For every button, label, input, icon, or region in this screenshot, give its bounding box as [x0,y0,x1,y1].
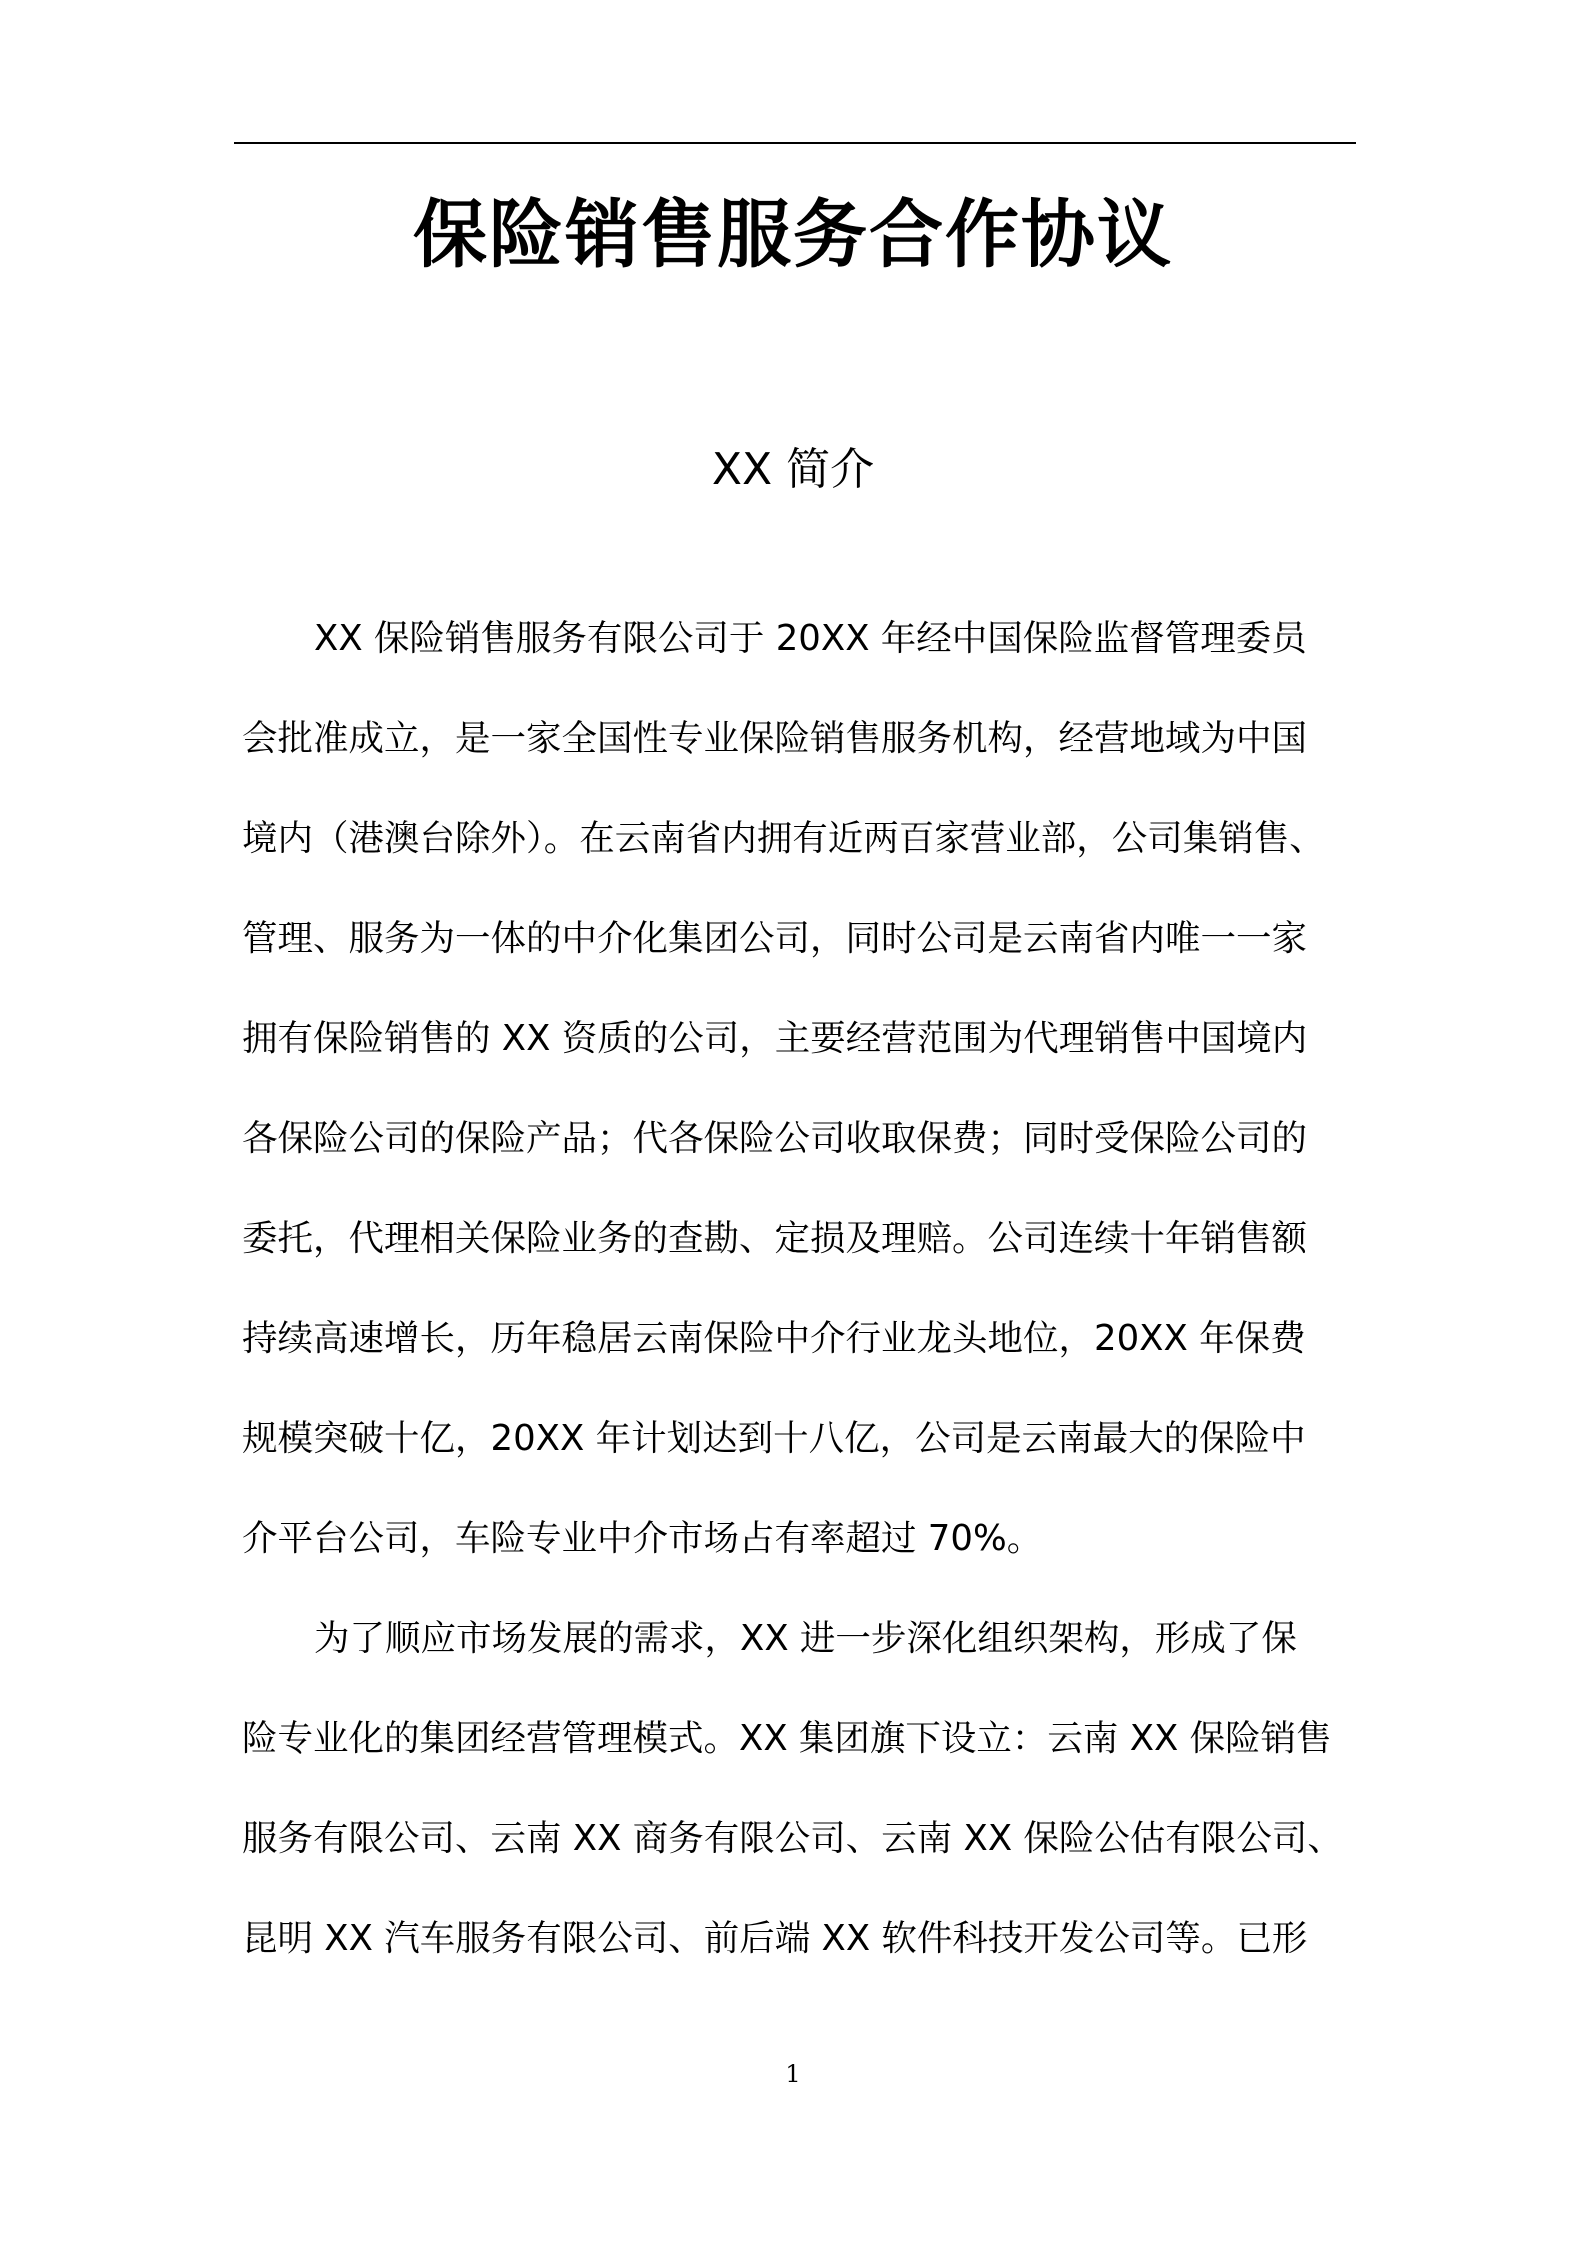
section-heading: XX 简介 [711,444,875,495]
paragraph-line: 昆明 XX 汽车服务有限公司、前后端 XX 软件科技开发公司等。已形 [242,1918,1308,1959]
paragraph-line: 管理、服务为一体的中介化集团公司，同时公司是云南省内唯一一家 [242,918,1308,959]
paragraph-line: XX 保险销售服务有限公司于 20XX 年经中国保险监督管理委员 [314,618,1307,659]
paragraph-line: 为了顺应市场发展的需求，XX 进一步深化组织架构，形成了保 [314,1618,1297,1659]
paragraph-line: 会批准成立，是一家全国性专业保险销售服务机构，经营地域为中国 [242,718,1308,759]
paragraph-line: 拥有保险销售的 XX 资质的公司，主要经营范围为代理销售中国境内 [242,1018,1308,1059]
paragraph-line: 规模突破十亿，20XX 年计划达到十八亿，公司是云南最大的保险中 [242,1418,1306,1459]
paragraph-line: 委托，代理相关保险业务的查勘、定损及理赔。公司连续十年销售额 [242,1218,1308,1259]
page-number: 1 [785,2060,801,2088]
document-title: 保险销售服务合作协议 [413,192,1173,278]
paragraph-line: 服务有限公司、云南 XX 商务有限公司、云南 XX 保险公估有限公司、 [242,1818,1343,1859]
header-rule [234,142,1356,144]
paragraph-line: 险专业化的集团经营管理模式。XX 集团旗下设立：云南 XX 保险销售 [242,1718,1332,1759]
paragraph-line: 境内（港澳台除外）。在云南省内拥有近两百家营业部，公司集销售、 [242,818,1325,859]
paragraph-line: 各保险公司的保险产品；代各保险公司收取保费；同时受保险公司的 [242,1118,1308,1159]
paragraph-line: 持续高速增长，历年稳居云南保险中介行业龙头地位，20XX 年保费 [242,1318,1306,1359]
paragraph-line: 介平台公司，车险专业中介市场占有率超过 70%。 [242,1518,1043,1559]
